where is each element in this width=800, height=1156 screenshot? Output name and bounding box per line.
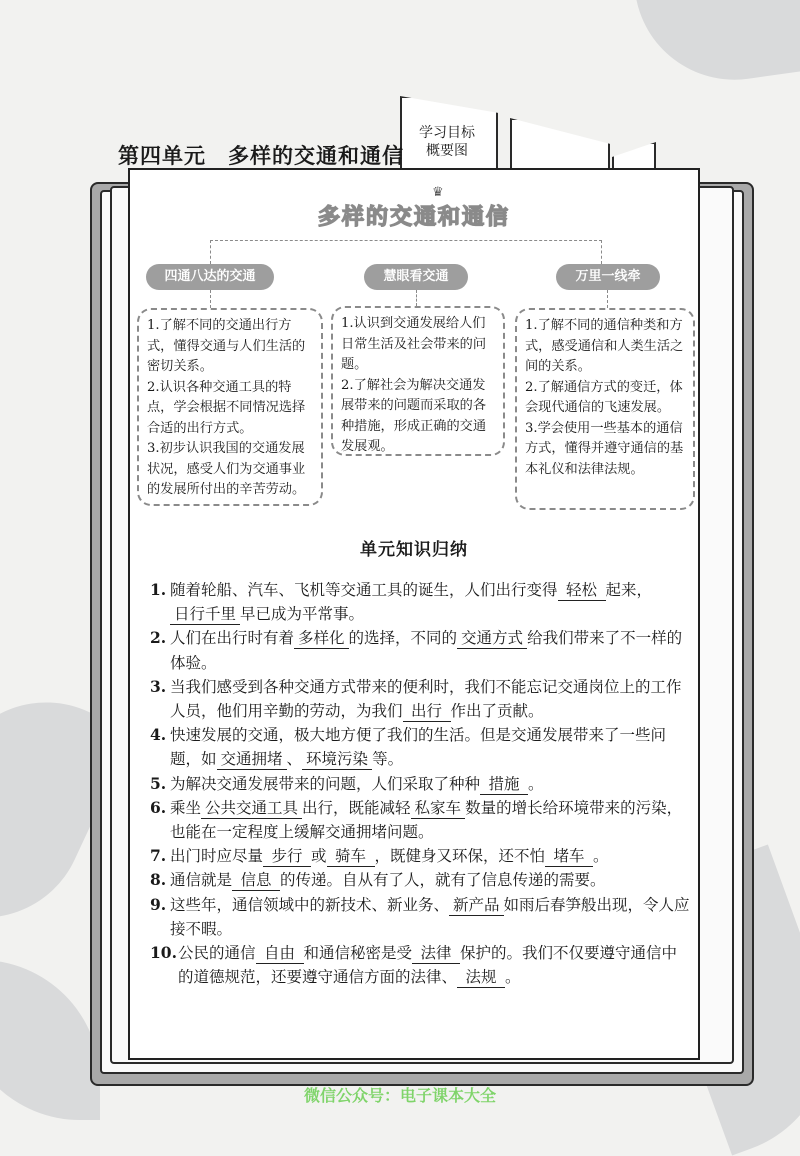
item-text-segment: 和通信秘密是受 (303, 944, 413, 963)
item-number: 8. (150, 870, 167, 890)
answer-blank: 信息 (232, 870, 280, 891)
item-text (170, 626, 690, 674)
item-text-segment: 人们在出行时有着 (170, 629, 295, 648)
goal-label-line2: 概要图 (426, 143, 468, 159)
item-number: 9. (150, 894, 167, 914)
item-text-segment: 如雨后春笋般出现，令人应接不暇。 (170, 895, 690, 938)
item-text-segment: 。 (528, 774, 544, 793)
connector-box-middle (416, 290, 417, 306)
item-text (170, 893, 690, 941)
unit-title: 第四单元 多样的交通和通信 (118, 143, 404, 168)
answer-blank: 公共交通工具 (201, 798, 302, 819)
item-text (170, 796, 690, 844)
answer-blank: 措施 (480, 774, 528, 795)
item-text-segment: 保护的。我们不仅要遵守通信中的道德规范，还要遵守通信方面的法律、 (178, 944, 678, 987)
knowledge-item (150, 675, 690, 723)
item-number: 7. (150, 846, 167, 866)
objective-box-traffic (137, 308, 323, 506)
answer-blank: 法律 (412, 943, 460, 964)
item-number: 3. (150, 676, 167, 696)
answer-blank: 私家车 (411, 798, 466, 819)
objective-box-view-traffic (331, 306, 505, 456)
knowledge-list (150, 578, 690, 989)
knowledge-item (150, 626, 690, 674)
item-text-segment: 公民的通信 (178, 944, 256, 963)
item-text (178, 941, 690, 989)
knowledge-item (150, 578, 690, 626)
objective-point: 1.认识到交通发展给人们日常生活及社会带来的问题。 (341, 316, 487, 372)
knowledge-item (150, 941, 690, 989)
item-text-segment: 的传递。自从有了人，就有了信息传递的需要。 (280, 871, 606, 890)
branch-pill-communication: 万里一线牵 (556, 264, 660, 290)
objective-point: 1.了解不同的通信种类和方式，感受通信和人类生活之间的关系。 (525, 318, 684, 374)
item-number: 6. (150, 797, 167, 817)
item-text-segment: 或 (311, 847, 327, 866)
item-text-segment: 早已成为平常事。 (240, 605, 365, 624)
item-text-segment: 。 (505, 968, 521, 987)
objective-point: 2.了解通信方式的变迁，体会现代通信的飞速发展。 (525, 379, 683, 415)
answer-blank: 骑车 (327, 846, 375, 867)
objective-box-communication (515, 308, 695, 510)
item-text-segment: 为解决交通发展带来的问题，人们采取了种种 (170, 774, 481, 793)
item-text-segment: 这些年，通信领域中的新技术、新业务、 (170, 895, 450, 914)
answer-blank: 交通方式 (457, 628, 527, 649)
item-text-segment: 数量的增长给环境带来的污染，也能在一定程度上缓解交通拥堵问题。 (170, 798, 683, 842)
answer-blank: 日行千里 (170, 604, 240, 625)
goal-label (408, 124, 486, 160)
item-text-segment: 起来， (605, 581, 653, 599)
goal-label-line1: 学习目标 (419, 125, 475, 141)
answer-blank: 步行 (263, 846, 311, 867)
branch-pill-traffic: 四通八达的交通 (146, 264, 274, 290)
item-number: 2. (150, 628, 167, 648)
decorative-leaf-top-right (633, 0, 800, 93)
item-text-segment: 快速发展的交通，极大地方便了我们的生活。但是交通发展带来了一些问题，如 (170, 726, 667, 769)
connector-box-left (210, 290, 211, 308)
crown-icon: ♛ (432, 185, 444, 200)
item-text-segment: 当我们感受到各种交通方式带来的便利时，我们不能忘记交通岗位上的工作人员，他们用辛勤的劳动，为我们 (170, 677, 682, 721)
objective-point: 3.初步认识我国的交通发展状况，感受人们为交通事业的发展所付出的辛苦劳动。 (147, 441, 306, 497)
item-number: 5. (150, 773, 167, 793)
knowledge-item (150, 796, 690, 844)
mindmap-title: 多样的交通和通信 (317, 205, 510, 230)
item-text-segment: 作出了贡献。 (450, 702, 544, 721)
answer-blank: 轻松 (558, 580, 606, 601)
item-text (170, 868, 690, 892)
objective-point: 2.了解社会为解决交通发展带来的问题而采取的各种措施，形成正确的交通发展观。 (341, 377, 487, 454)
knowledge-item (150, 723, 690, 771)
item-text-segment: 的选择，不同的 (348, 629, 458, 648)
item-text (170, 578, 690, 626)
item-number: 4. (150, 725, 167, 745)
objective-point: 3.学会使用一些基本的通信方式，懂得并遵守通信的基本礼仪和法律法规。 (525, 420, 684, 477)
knowledge-item (150, 772, 690, 796)
item-text-segment: 随着轮船、汽车、飞机等交通工具的诞生，人们出行变得 (170, 581, 558, 599)
branch-pill-view-traffic: 慧眼看交通 (364, 264, 468, 290)
answer-blank: 多样化 (294, 628, 349, 649)
knowledge-item (150, 844, 690, 868)
objective-point: 1.了解不同的交通出行方式，懂得交通与人们生活的密切关系。 (147, 318, 306, 374)
item-text-segment: 。 (593, 847, 609, 866)
item-text-segment: 出行，既能减轻 (302, 798, 411, 817)
connector-horizontal (210, 240, 602, 241)
item-text (170, 772, 690, 796)
item-text-segment: 出门时应尽量 (170, 847, 264, 866)
item-number: 1. (150, 580, 167, 599)
answer-blank: 环境污染 (302, 749, 372, 770)
item-number: 10. (150, 943, 177, 963)
answer-blank: 出行 (403, 701, 451, 722)
connector-left (210, 240, 211, 264)
objective-point: 2.认识各种交通工具的特点，学会根据不同情况选择合适的出行方式。 (147, 379, 306, 436)
answer-blank: 新产品 (449, 895, 504, 916)
connector-right (601, 240, 602, 264)
item-text (170, 844, 690, 868)
item-text (170, 723, 690, 771)
knowledge-item (150, 893, 690, 941)
knowledge-item (150, 868, 690, 892)
answer-blank: 自由 (256, 943, 304, 964)
item-text-segment: ，既健身又环保，还不怕 (374, 847, 546, 866)
connector-box-right (607, 290, 608, 308)
item-text-segment: 给我们带来了不一样的体验。 (170, 629, 683, 672)
item-text-segment: 等。 (372, 750, 404, 769)
answer-blank: 交通拥堵 (217, 749, 287, 770)
item-text-segment: 、 (286, 750, 303, 769)
answer-blank: 堵车 (545, 846, 593, 867)
item-text-segment: 乘坐 (170, 798, 202, 817)
answer-blank: 法规 (457, 967, 505, 988)
footer-watermark: 微信公众号：电子课本大全 (303, 1086, 496, 1105)
item-text (170, 675, 690, 723)
knowledge-title: 单元知识归纳 (360, 540, 468, 560)
item-text-segment: 通信就是 (170, 871, 233, 890)
